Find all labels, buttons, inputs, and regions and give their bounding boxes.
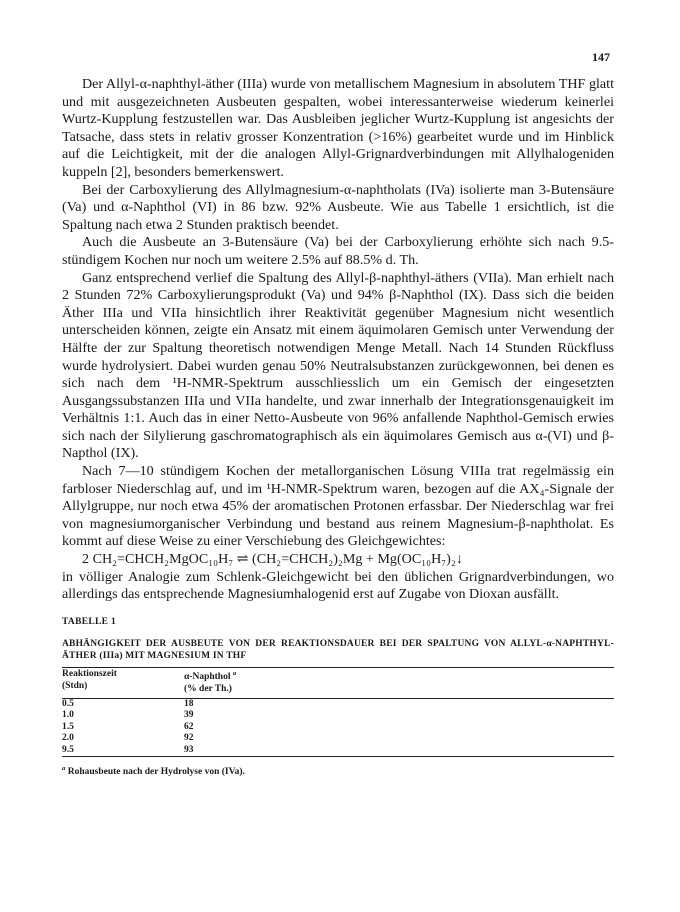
table-cell: 1.5 — [62, 721, 74, 732]
table-header-cell — [184, 668, 614, 695]
paragraph: Ganz entsprechend verlief die Spaltung des Allyl-β-naphthyl-äthers (VIIa). Man erhielt nach 2 Stunden 72% Carboxylierungsprodukt (Va) und 94% β-Naphthol (IX). Dass sich die beiden Äther IIIa und VIIa hinsichtlich ihrer Reaktivität gegenüber Magnesium nicht wesentlich unterscheiden können, zeigte ein Ansatz mit einem äquimolaren Gemisch unter Verwendung der Hälfte der zur Spaltung theoretisch notwendigen Menge Metall. Nach 14 Stunden Rückfluss wurde hydrolysiert. Dabei wurden genau 50% Neutralsubstanzen zurückgewonnen, bei denen es sich nach dem ¹H-NMR-Spektrum ausschliesslich um ein Gemisch der eingesetzten Ausgangssubstanzen IIIa und VIIa handelte, und zwar innerhalb der Integrationsgenauigkeit im Verhältnis 1:1. Auch das in einer Netto-Ausbeute von 96% anfallende Naphthol-Gemisch erwies sich nach der Silylierung gaschromatographisch als ein äquimolares Gemisch aus α-(VI) und β-Napthol (IX). — [62, 269, 614, 462]
table-body — [62, 699, 614, 757]
paragraph: Nach 7—10 stündigem Kochen der metallorganischen Lösung VIIIa trat regelmässig ein farbloser Niederschlag auf, und im ¹H-NMR-Spektrum waren, bezogen auf die AX₄-Signale der Allylgruppe, nur noch etwa 45% der aromatischen Protonen erfassbar. Der Niederschlag war frei von magnesiumorganischer Verbindung und bestand aus reinem Magnesium-β-naphtholat. Es kommt auf diese Weise zu einer Verschiebung des Gleichgewichtes: — [62, 463, 614, 550]
table-cell: 9.5 — [62, 744, 74, 755]
table-row — [62, 733, 614, 745]
col1-header-line2: (Stdn) — [62, 680, 88, 691]
footnote-marker: a — [232, 669, 237, 677]
chemical-equation: 2 CH₂=CHCH₂MgOC₁₀H₇ ⇌ (CH₂=CHCH₂)₂Mg + Mg(OC₁₀H₇)₂↓ — [82, 551, 463, 568]
table-row — [62, 710, 614, 722]
paragraph: Der Allyl-α-naphthyl-äther (IIIa) wurde von metallischem Magnesium in absolutem THF glatt und mit ausgezeichneten Ausbeuten gespalten, wobei interessanterweise wiederum keinerlei Wurtz-Kupplung festzustellen war. Das Ausbleiben jeglicher Wurtz-Kupplung ist angesichts der Tatsache, dass stets in relativ grosser Konzentration (>16%) gearbeitet wurde und im Hinblick auf die Leichtigkeit, mit der die analogen Allyl-Grignardverbindungen mit Allylhalogeniden kuppeln [2], besonders bemerkenswert. — [62, 76, 614, 180]
page-number: 147 — [592, 50, 610, 64]
table-1 — [62, 616, 614, 779]
table-cell: 62 — [184, 721, 194, 732]
col2-header-line2: (% der Th.) — [184, 683, 232, 694]
table-row — [62, 745, 614, 757]
table-header-row — [62, 668, 614, 695]
table-cell: 2.0 — [62, 733, 74, 744]
table-footnote — [62, 763, 614, 778]
table-cell: 92 — [184, 733, 194, 744]
table-row — [62, 699, 614, 711]
table-caption: ABHÄNGIGKEIT DER AUSBEUTE VON DER REAKTIONSDAUER BEI DER SPALTUNG VON ALLYL-α-NAPHTHYL-ÄTHER (IIIa) MIT MAGNESIUM IN THF — [62, 638, 614, 661]
col1-header-line1: Reaktionszeit — [62, 668, 117, 679]
table-cell: 1.0 — [62, 710, 74, 721]
paragraph: Auch die Ausbeute an 3-Butensäure (Va) bei der Carboxylierung erhöhte sich nach 9.5-stündigem Kochen nur noch um weitere 2.5% auf 88.5% d. Th. — [62, 234, 614, 268]
footnote-text: Rohausbeute nach der Hydrolyse von (IVa). — [67, 767, 245, 778]
table-header-cell — [62, 668, 184, 695]
body-text — [62, 76, 614, 779]
table-cell: 93 — [184, 744, 194, 755]
table-row — [62, 722, 614, 734]
table-cell: 0.5 — [62, 698, 74, 709]
paragraph: in völliger Analogie zum Schlenk-Gleichgewicht bei den üblichen Grignardverbindungen, wo allerdings das entsprechende Magnesiumhalogenid erst auf Zugabe von Dioxan ausfällt. — [62, 568, 614, 603]
table-data — [62, 668, 614, 695]
col2-header-text: α-Naphthol — [184, 671, 231, 682]
paragraph: Bei der Carboxylierung des Allylmagnesium-α-naphtholats (IVa) isolierte man 3-Butensäure (Va) und α-Naphthol (VI) in 86 bzw. 92% Ausbeute. Wie aus Tabelle 1 ersichtlich, ist die Spaltung nach etwa 2 Stunden praktisch beendet. — [62, 181, 614, 233]
footnote-marker: a — [62, 765, 66, 773]
table-cell: 39 — [184, 710, 194, 721]
table-bottom-rule — [62, 756, 614, 757]
table-cell: 18 — [184, 698, 194, 709]
col2-header-line1 — [184, 668, 614, 683]
table-label: TABELLE 1 — [62, 616, 116, 627]
